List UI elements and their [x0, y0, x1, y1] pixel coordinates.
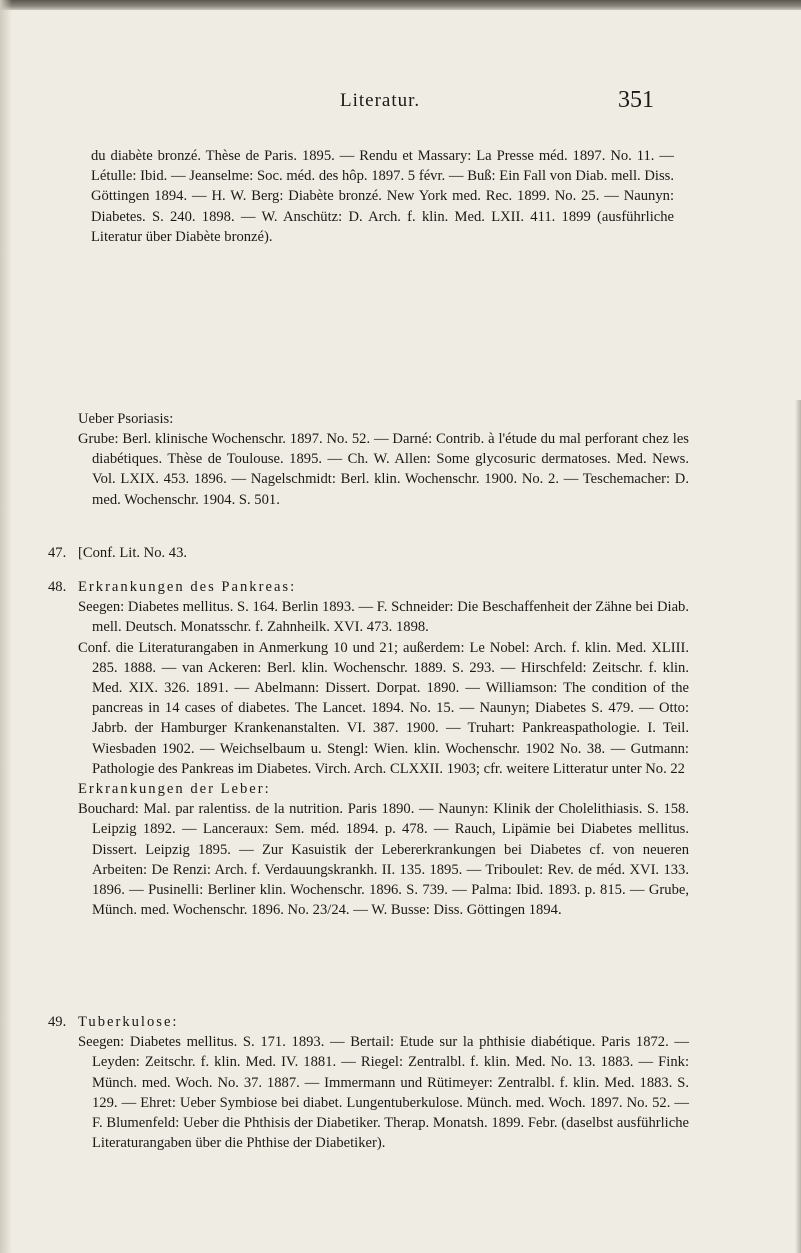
leber-references: Bouchard: Mal. par ralentiss. de la nutrition. Paris 1890. — Naunyn: Klinik der Cholelithiasis. S. 158. Leipzig 1892. — Lanceraux: Sem. méd. 1894. p. 478. — Rauch, Lipämie bei Diabetes mellitus. Dissert. Leipzig 1895. — Zur Kasuistik der Lebererkrankungen bei Diabetes cf. von neueren Arbeiten: De Renzi: Arch. f. Verdauungskrankh. II. 135. 1895. — Triboulet: Rev. de méd. XVI. 133. 1896. — Pusinelli: Berliner klin. Wochenschr. 1896. S. 739. — Palma: Ibid. 1893. p. 815. — Grube, Münch. med. Wochenschr. 1896. No. 23/24. — W. Busse: Diss. Göttingen 1894. [78, 801, 689, 919]
entry-number: 49. [48, 1014, 67, 1030]
page-top-edge [0, 0, 801, 10]
psoriasis-subhead: Ueber Psoriasis: [78, 411, 174, 427]
entry-text: [Conf. Lit. No. 43. [78, 545, 188, 561]
continuation-text: du diabète bronzé. Thèse de Paris. 1895. — Rendu et Massary: La Presse méd. 1897. No. 11. — Létulle: Ibid. — Jeanselme: Soc. méd. des hôp. 1897. 5 févr. — Buß: Ein Fall von Diab. mell. Diss. Göttingen 1894. — H. W. Berg: Diabète bronzé. New York med. Rec. 1899. No. 25. — Naunyn: Diabetes. S. 240. 1898. — W. Anschütz: D. Arch. f. klin. Med. LXII. 411. 1899 (ausführliche Literatur über Diabète bronzé). [91, 148, 674, 245]
entry-number: 47. [48, 545, 67, 561]
entry-number: 48. [48, 579, 67, 595]
running-head [0, 87, 801, 120]
entry-paragraph: Seegen: Diabetes mellitus. S. 171. 1893. — Bertail: Etude sur la phthisie diabétique. Paris 1872. — Leyden: Zeitschr. f. klin. Med. IV. 1881. — Riegel: Zentralbl. f. klin. Med. No. 13. 1883. — Fink: Münch. med. Woch. No. 37. 1887. — Immermann und Rütimeyer: Zentralbl. f. klin. Med. 1883. S. 129. — Ehret: Ueber Symbiose bei diabet. Lungentuberkulose. Münch. med. Woch. 1897. No. 52. — F. Blumenfeld: Ueber die Phthisis der Diabetiker. Therap. Monatsh. 1899. Febr. (daselbst ausführliche Literaturangaben über die Phthise der Diabetiker). [78, 1034, 689, 1152]
running-title: Literatur. [340, 90, 421, 111]
entry-paragraph: Seegen: Diabetes mellitus. S. 164. Berlin 1893. — F. Schneider: Die Beschaffenheit der Zähne bei Diab. mell. Deutsch. Monatsschr. f. Zahnheilk. XVI. 473. 1898. [78, 599, 689, 636]
entry-heading: Tuberkulose: [78, 1014, 179, 1030]
page-number: 351 [618, 87, 654, 113]
leber-subhead: Erkrankungen der Leber: [78, 781, 271, 798]
page-right-edge [795, 400, 801, 1253]
entry-heading: Erkrankungen des Pankreas: [78, 579, 297, 595]
page-binding-shadow [0, 0, 12, 1253]
entry-paragraph: Conf. die Literaturangaben in Anmerkung 10 und 21; außerdem: Le Nobel: Arch. f. klin. Med. XLIII. 285. 1888. — van Ackeren: Berl. klin. Wochenschr. 1889. S. 293. — Hirschfeld: Zeitschr. f. klin. Med. XIX. 326. 1891. — Abelmann: Dissert. Dorpat. 1890. — Williamson: The condition of the pancreas in 14 cases of diabetes. The Lancet. 1894. No. 15. — Naunyn; Diabetes S. 479. — Otto: Jabrb. der Hamburger Krankenanstalten. VI. 387. 1900. — Truhart: Pankreaspathologie. I. Teil. Wiesbaden 1902. — Weichselbaum u. Stengl: Wien. klin. Wochenschr. 1902 No. 38. — Gutmann: Pathologie des Pankreas im Diabetes. Virch. Arch. CLXXII. 1903; cfr. weitere Litteratur unter No. 22 [78, 639, 689, 777]
psoriasis-references: Grube: Berl. klinische Wochenschr. 1897. No. 52. — Darné: Contrib. à l'étude du mal perforant chez les diabétiques. Thèse de Toulouse. 1895. — Ch. W. Allen: Some glycosuric dermatoses. Med. News. Vol. LXIX. 453. 1896. — Nagelschmidt: Berl. klin. Wochenschr. 1900. No. 2. — Teschemacher: D. med. Wochenschr. 1904. S. 501. [78, 431, 689, 508]
